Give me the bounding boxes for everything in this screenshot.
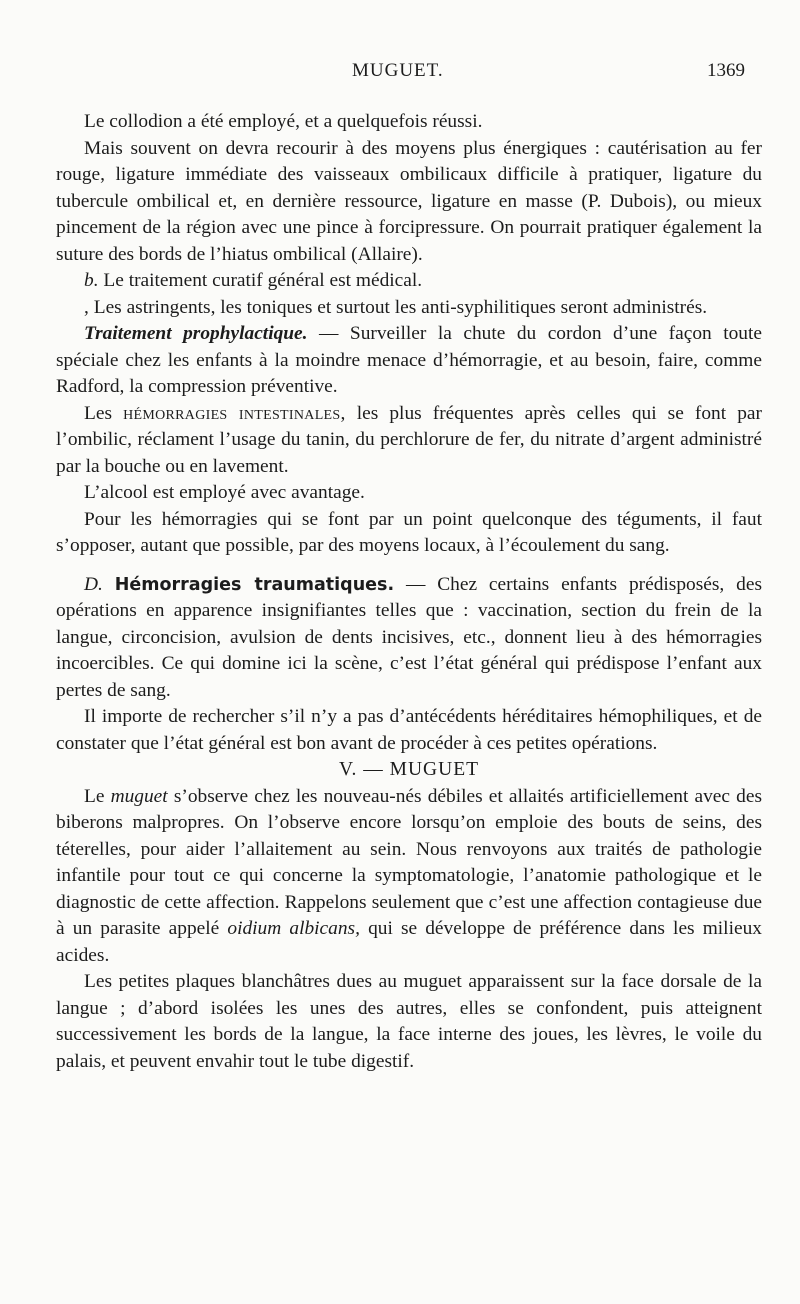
paragraph-hereditary [56, 704, 762, 757]
paragraph-local-means [56, 507, 762, 560]
paragraph-astringents [56, 295, 762, 322]
paragraph-text: L’alcool est employé avec avantage. [84, 482, 365, 503]
paragraph-lead: Le [84, 785, 105, 807]
term-parasite: oidium albicans, [227, 918, 360, 939]
paragraph-curative-treatment [56, 268, 762, 295]
traumatic-heading: Hémorragies traumatiques. [114, 574, 395, 595]
paragraph-text: Le traitement curatif général est médical. [103, 270, 423, 291]
paragraph-text: s’observe chez les nouveau-nés débiles et allaités artificiellement avec des biberons malpropres. On l’observe encore lorsqu’on emploie des bouts de seins, des téterelles, pour aider l’allaitement au sein. Nous renvoyons aux traités de pathologie infantile pour tout ce qui concerne la symptomatologie, l’anatomie pathologique et le diagnostic de cette affection. Rappelons seulement que c’est une affection contagieuse due à un parasite appelé [56, 785, 762, 939]
paragraph-prophylactic [56, 321, 762, 401]
paragraph-text: — Chez certains enfants prédisposés, des opérations en apparence insignifiantes telles que : vaccination, section du frein de la langue, circoncision, avulsion de dents incisives, etc., donnent lieu à des hémorragies incoercibles. Ce qui domine ici la scène, c’est l’état général qui prédispose l’enfant aux pertes de sang. [56, 573, 762, 701]
term-muguet: muguet [110, 785, 168, 807]
body-text [56, 109, 762, 1075]
paragraph-text: Les petites plaques blanchâtres dues au muguet apparaissent sur la face dorsale de la langue ; d’abord isolées les unes des autres, elles se confondent, puis atteignent successivement les bords de la langue, la face interne des joues, les lèvres, le voile du palais, et peuvent envahir tout le tube digestif. [56, 971, 762, 1072]
stray-mark: , [84, 296, 89, 318]
paragraph-text: les plus fréquentes après celles qui se font par l’ombilic, réclament l’usage du tanin, du perchlorure de fer, du nitrate d’argent administré par la bouche ou en lavement. [56, 402, 762, 477]
paragraph-collodion [56, 109, 762, 136]
paragraph-alcohol [56, 480, 762, 507]
page-number: 1369 [707, 60, 745, 81]
paragraph-muguet-plaques [56, 969, 762, 1075]
small-caps-term: hémorragies intestinales, [123, 402, 346, 424]
paragraph-muguet-intro [56, 784, 762, 970]
paragraph-text: Pour les hémorragies qui se font par un point quelconque des téguments, il faut s’opposer, autant que possible, par des moyens locaux, à l’écoulement du sang. [56, 508, 762, 556]
paragraph-text: qui se développe de préférence dans les milieux acides. [56, 918, 762, 966]
paragraph-lead: Les [84, 402, 112, 424]
list-label-d: D. [84, 573, 103, 595]
paragraph-text: — Surveiller la chute du cordon d’une façon toute spéciale chez les enfants à la moindre menace d’hémorragie, et au besoin, faire, comme Radford, la compression préventive. [56, 323, 762, 397]
paragraph-text: Il importe de rechercher s’il n’y a pas d’antécédents héréditaires hémophiliques, et de constater que l’état général est bon avant de procéder à ces petites opérations. [56, 706, 762, 754]
spacer [56, 560, 762, 572]
prophylactic-heading: Traitement prophylactique. [84, 323, 308, 344]
page-header [0, 60, 800, 90]
paragraph-energetic-means [56, 136, 762, 269]
section-heading: V. — MUGUET [338, 759, 480, 780]
paragraph-text: Les astringents, les toniques et surtout les anti-syphilitiques seront administrés. [93, 296, 708, 318]
list-label-b: b. [84, 270, 99, 291]
paragraph-text: Le collodion a été employé, et a quelquefois réussi. [84, 111, 483, 132]
paragraph-traumatic [56, 572, 762, 705]
running-title: MUGUET. [352, 60, 444, 81]
paragraph-text: Mais souvent on devra recourir à des moyens plus énergiques : cautérisation au fer rouge, ligature immédiate des vaisseaux ombilicaux difficile à pratiquer, ligature du tubercule ombilical et, en dernière ressource, ligature en masse (P. Dubois), ou mieux pincement de la région avec une pince à forcipressure. On pourrait pratiquer également la suture des bords de l’hiatus ombilical (Allaire). [56, 137, 762, 265]
paragraph-intestinal [56, 401, 762, 481]
